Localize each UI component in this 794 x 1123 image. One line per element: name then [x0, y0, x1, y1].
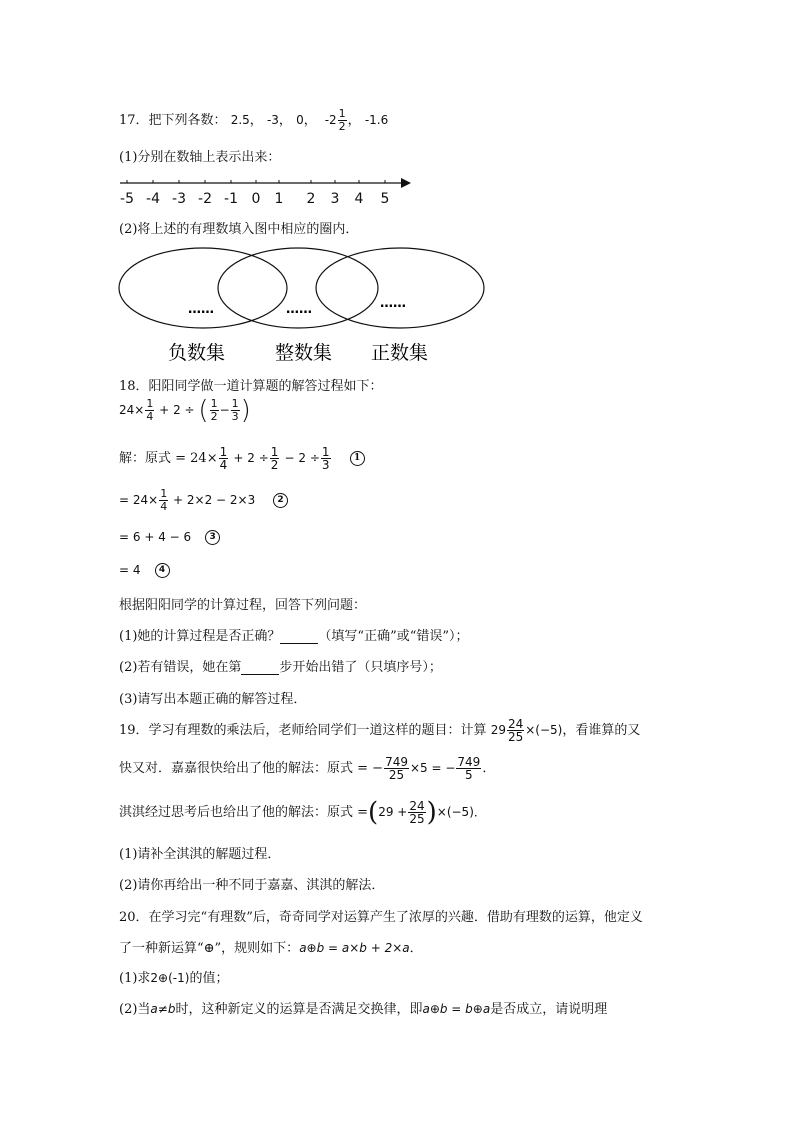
axis-label: -5	[120, 191, 134, 207]
axis-label: 2	[306, 191, 316, 207]
axis-label: -1	[224, 191, 238, 207]
number-1: 2.5	[230, 113, 250, 127]
q18-part2: (2)若有错误，她在第 步开始出错了（只填序号）；	[119, 660, 442, 675]
q20-line1: 20．在学习完“有理数”后，奇奇同学对运算产生了浓厚的兴趣．借助有理数的运算，他定义	[119, 910, 643, 925]
positive-set-ellipse	[316, 248, 484, 328]
label-negative-set: 负数集	[168, 342, 226, 364]
axis-label: 5	[380, 191, 390, 207]
venn-diagram	[118, 245, 488, 370]
dots-positive: ……	[380, 296, 406, 311]
q20-part2: (2)当a≠b时，这种新定义的运算是否满足交换律，即a⊕b = b⊕a是否成立，请说明理	[119, 1002, 608, 1017]
q17-part2: (2)将上述的有理数填入图中相应的圈内．	[119, 222, 359, 237]
q19-part1: (1)请补全淇淇的解题过程．	[119, 847, 281, 862]
number-line	[115, 172, 415, 212]
step-mark-1: 1	[350, 451, 365, 466]
q19-part2: (2)请你再给出一种不同于嘉嘉、淇淇的解法．	[119, 878, 385, 893]
number-4: -2 $\frac{1}{2}$	[324, 107, 346, 133]
answer-blank-1[interactable]	[280, 629, 318, 644]
q18-step3: = 6 + 4 − 6 3	[119, 530, 220, 545]
dots-integer: ……	[286, 302, 312, 317]
q18-step2: = 24× $\frac{1}{4}$ + 2×2 − 2×3 2	[119, 488, 288, 513]
answer-blank-2[interactable]	[241, 660, 279, 675]
step-mark-2: 2	[273, 493, 288, 508]
axis-label: -3	[172, 191, 186, 207]
q18-stem: 18．阳阳同学做一道计算题的解答过程如下：	[119, 379, 383, 394]
q18-ask: 根据阳阳同学的计算过程，回答下列问题：	[119, 598, 367, 613]
axis-label: 0	[251, 191, 261, 207]
label-integer-set: 整数集	[275, 342, 333, 364]
dots-negative: ……	[188, 302, 214, 317]
q18-expression: 24× $\frac{1}{4}$ + 2 ÷ ( $\frac{1}{2}$ − $\frac{1}{3}$ )	[119, 395, 251, 426]
axis-label: 3	[330, 191, 340, 207]
q18-part3: (3)请写出本题正确的解答过程．	[119, 692, 307, 707]
axis-label: 4	[354, 191, 364, 207]
q19-line3: 淇淇经过思考后也给出了他的解法：原式 =(29 + $\frac{24}{25}$ )×(−5)．	[119, 797, 486, 828]
number-2: -3	[266, 113, 279, 127]
q17-stem: 17．把下列各数： 2.5， -3， 0， -2 $\frac{1}{2}$ ， -1.6	[119, 107, 389, 133]
number-5: -1.6	[364, 113, 389, 127]
number-3: 0	[296, 113, 304, 127]
q18-step4: = 4 4	[119, 563, 170, 578]
axis-label: -4	[146, 191, 160, 207]
q17-part1: (1)分别在数轴上表示出来：	[119, 150, 281, 165]
step-mark-3: 3	[205, 530, 220, 545]
q18-step1: 解：原式 = 24× $\frac{1}{4}$ + 2 ÷ $\frac{1}{2}$ − 2 ÷ $\frac{1}{3}$ 1	[119, 446, 365, 471]
q19-line2: 快又对．嘉嘉很快给出了他的解法：原式 = − $\frac{749}{25}$ ×5 = − $\frac{749}{5}$ ．	[119, 755, 496, 782]
q20-line2: 了一种新运算“⊕”，规则如下：a⊕b = a×b + 2×a．	[119, 941, 423, 956]
q20-part1: (1)求2⊕(-1)的值；	[119, 971, 229, 986]
axis-label: -2	[198, 191, 212, 207]
axis-label: 1	[274, 191, 284, 207]
q19-stem: 19．学习有理数的乘法后，老师给同学们一道这样的题目：计算 29 $\frac{24}{25}$ ×(−5)，看谁算的又	[119, 717, 641, 744]
q18-part1: (1)她的计算过程是否正确？ （填写“正确”或“错误”）；	[119, 629, 469, 644]
label-positive-set: 正数集	[371, 342, 429, 364]
step-mark-4: 4	[155, 563, 170, 578]
